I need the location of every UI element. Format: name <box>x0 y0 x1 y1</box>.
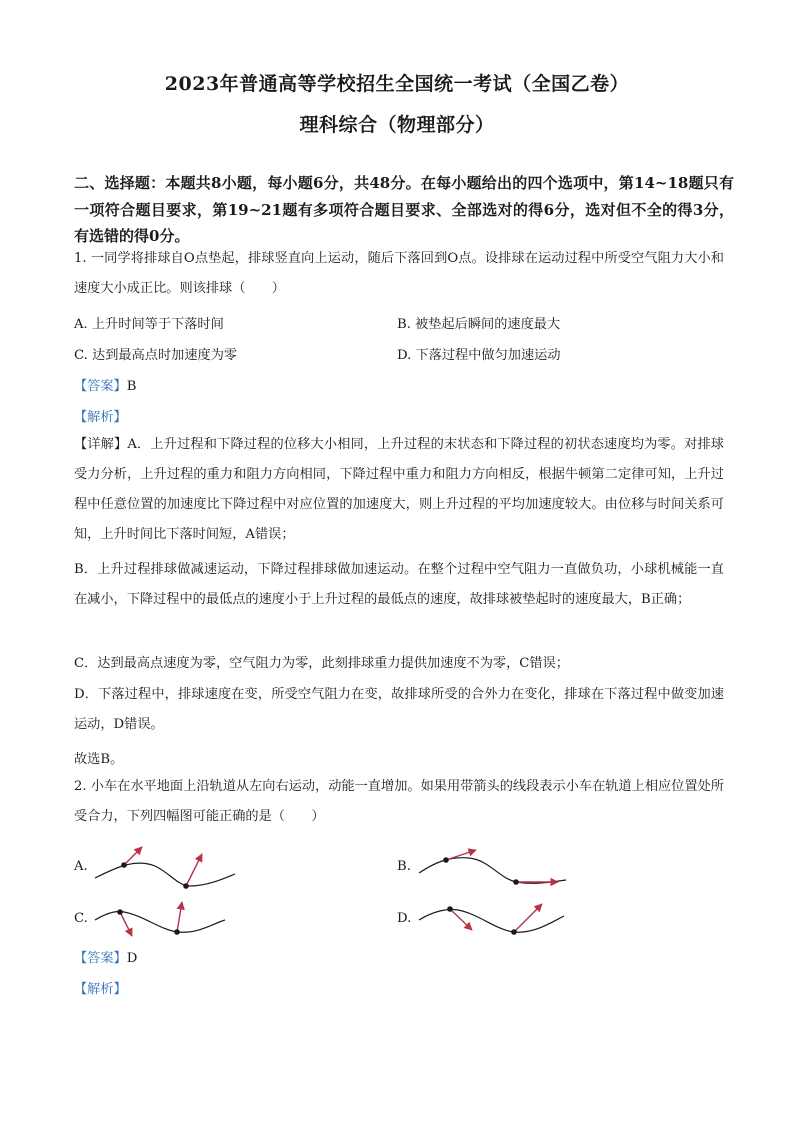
q2-answer <box>74 947 137 966</box>
force-arrow <box>124 847 142 865</box>
car-point <box>117 909 123 915</box>
track-curve <box>419 858 566 884</box>
q2-stem: 2. 小车在水平地面上沿轨道从左向右运动，动能一直增加。如果用带箭头的线段表示小车在轨道上相应位置处所受合力，下列四幅图可能正确的是（ ） <box>74 779 724 824</box>
q2-answer-value: D <box>126 951 138 966</box>
car-point <box>121 862 127 868</box>
force-arrow <box>514 904 542 932</box>
q1-answer-value: B <box>126 379 137 394</box>
track-curve <box>95 863 235 886</box>
car-point <box>513 879 519 885</box>
q2-figure-a <box>90 838 240 898</box>
track-curve <box>95 911 225 932</box>
force-arrow <box>177 902 182 932</box>
section-instructions: 二、选择题：本题共8小题，每小题6分，共48分。在每小题给出的四个选项中，第14~18题只有一项符合题目要求，第19~21题有多项符合题目要求、全部选对的得6分，选对但不全的得3分，有选错的得0分。 <box>74 174 734 245</box>
q2-answer-label: 【答案】 <box>74 951 127 966</box>
force-arrow <box>120 912 132 936</box>
q1-stem: 1. 一同学将排球自O点垫起，排球竖直向上运动，随后下落回到O点。设排球在运动过程中所受空气阻力大小和速度大小成正比。则该排球（ ） <box>74 251 724 296</box>
q1-option-a: A. 上升时间等于下落时间 <box>74 317 224 332</box>
force-arrow <box>450 909 472 930</box>
q2-figure-b <box>414 838 574 898</box>
q1-option-b: B. 被垫起后瞬间的速度最大 <box>397 317 561 332</box>
car-point <box>447 906 453 912</box>
car-point <box>443 857 449 863</box>
q1-conclusion: 故选B。 <box>74 752 124 767</box>
track-curve <box>419 909 564 932</box>
car-point <box>183 883 189 889</box>
q2-analysis-label: 【解析】 <box>74 982 127 997</box>
q2-figure-d <box>414 890 574 950</box>
q2-fig-label-b: B. <box>397 859 411 874</box>
q1-answer-label: 【答案】 <box>74 379 127 394</box>
q1-detail-d: D．下落过程中，排球速度在变，所受空气阻力在变，故排球所受的合外力在变化，排球在下落过程中做变加速运动，D错误。 <box>74 687 724 732</box>
exam-subtitle: 理科综合（物理部分） <box>299 114 495 136</box>
q1-detail-b: B．上升过程排球做减速运动，下降过程排球做加速运动。在整个过程中空气阻力一直做负功，小球机械能一直在减小，下降过程中的最低点的速度小于上升过程的最低点的速度，故排球被垫起时的速度最大，B正确； <box>74 562 724 607</box>
exam-title: 2023年普通高等学校招生全国统一考试（全国乙卷） <box>164 73 630 95</box>
q1-answer <box>74 375 136 394</box>
q1-option-d: D. 下落过程中做匀加速运动 <box>397 348 561 363</box>
q1-analysis-label: 【解析】 <box>74 410 127 425</box>
car-point <box>511 929 517 935</box>
q2-fig-label-a: A. <box>74 859 88 874</box>
force-arrow <box>186 854 202 886</box>
q2-figure-c <box>90 890 240 950</box>
q2-fig-label-c: C. <box>74 911 88 926</box>
q1-option-c: C. 达到最高点时加速度为零 <box>74 348 238 363</box>
q1-detail-a: 【详解】A．上升过程和下降过程的位移大小相同，上升过程的末状态和下降过程的初状态速度均为零。对排球受力分析，上升过程的重力和阻力方向相同，下降过程中重力和阻力方向相反，根据牛顿第二定律可知，上升过程中任意位置的加速度比下降过程中对应位置的加速度大，则上升过程的平均加速度较大。由位移与时间关系可知，上升时间比下落时间短，A错误； <box>74 437 724 542</box>
q1-detail-c: C．达到最高点速度为零，空气阻力为零，此刻排球重力提供加速度不为零，C错误； <box>74 656 569 671</box>
q2-fig-label-d: D. <box>397 911 412 926</box>
car-point <box>174 929 180 935</box>
